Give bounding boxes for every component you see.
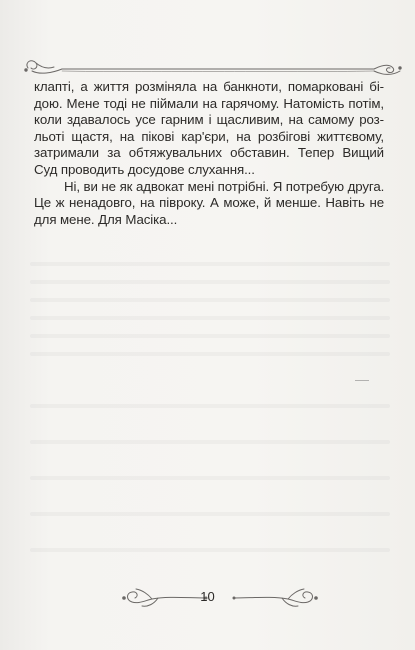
bleed-through-line: [30, 548, 390, 552]
text-line-4: льоті щастя, на пікові кар'єри, на розбігові життєвому,: [34, 128, 384, 144]
bottom-right-flourish-ornament: [230, 584, 322, 610]
text-line-3: коли здавалось усе гарним і щасливим, на самому роз-: [34, 112, 384, 128]
bleed-through-line: [30, 316, 390, 320]
bleed-through-line: [30, 404, 390, 408]
bleed-through-line: [30, 334, 390, 338]
bleed-through-line: [30, 298, 390, 302]
bleed-through-line: [30, 476, 390, 480]
text-line-8: Це ж ненадовго, на півроку. А може, й менше. Навіть не: [34, 195, 384, 211]
bleed-through-line: [30, 512, 390, 516]
text-line-7: Ні, ви не як адвокат мені потрібні. Я потребую друга.: [64, 178, 385, 194]
bleed-through-line: [30, 280, 390, 284]
page-number: 10: [200, 589, 215, 604]
body-text: [34, 79, 384, 228]
text-line-1: клапті, а життя розміняла на банкноти, помарковані бі-: [34, 79, 384, 94]
bleed-through-line: [30, 440, 390, 444]
paper-speck: [355, 380, 369, 381]
text-line-5: затримали за обтяжувальних обставин. Тепер Вищий: [34, 145, 384, 161]
text-line-2: дою. Мене тоді не піймали на гарячому. Натомість потім,: [34, 95, 384, 111]
text-line-9: для мене. Для Масіка...: [34, 211, 178, 227]
bleed-through-line: [30, 352, 390, 356]
text-line-6: Суд проводить досудове слухання...: [34, 161, 255, 177]
top-flourish-ornament: [22, 56, 404, 78]
bleed-through-line: [30, 262, 390, 266]
